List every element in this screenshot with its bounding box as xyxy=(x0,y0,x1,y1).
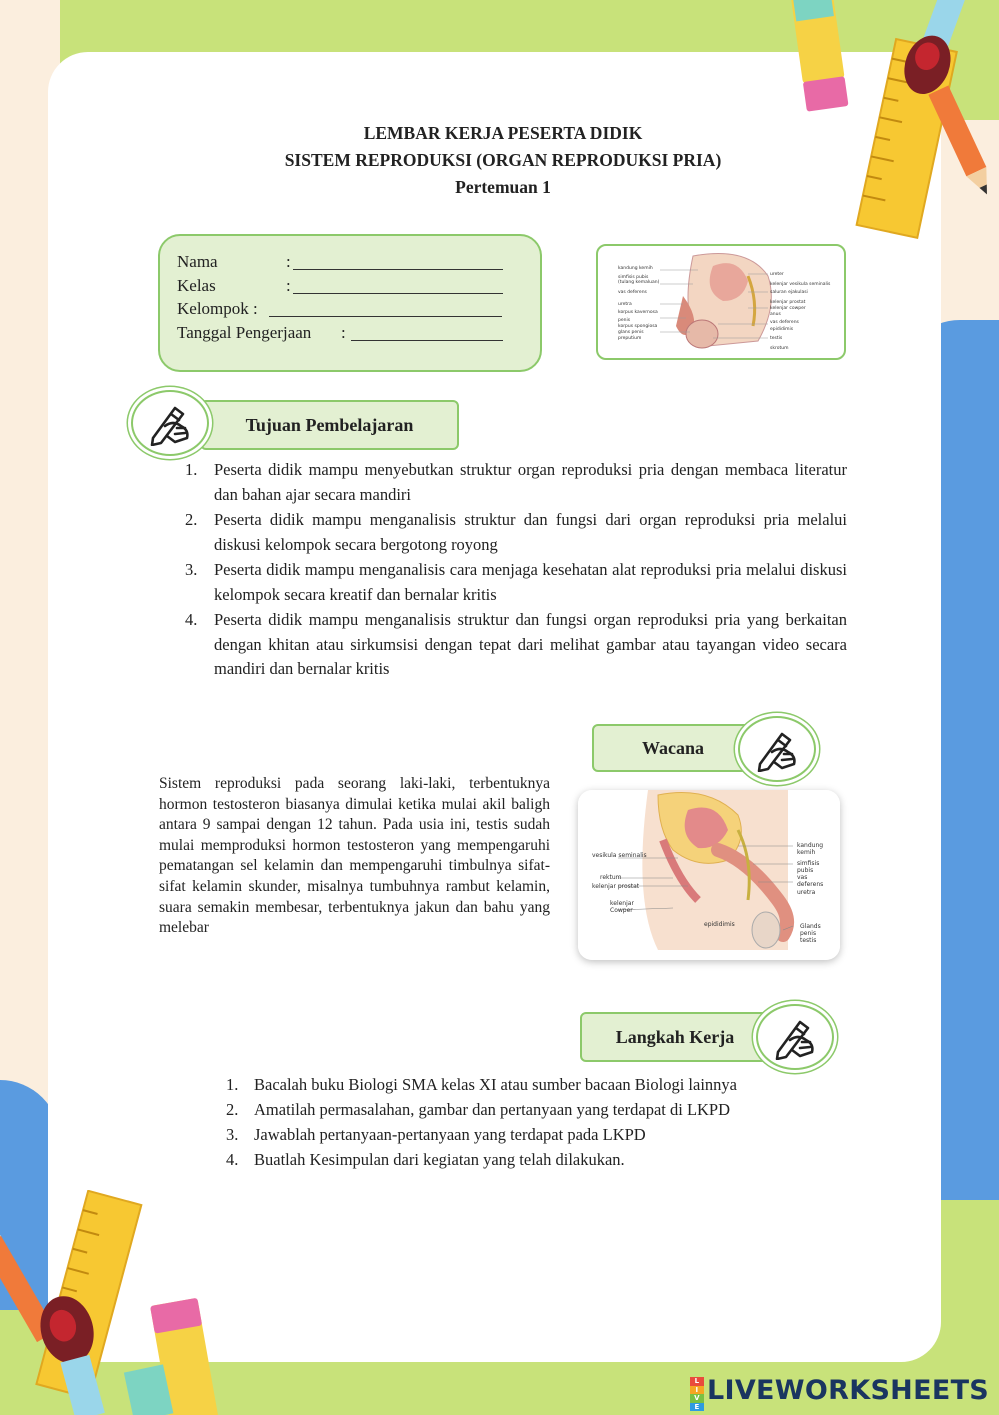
thumbnail-label-right-4: kelenjar prostat xyxy=(770,300,806,305)
objective-item xyxy=(185,608,847,682)
writing-hand-icon-graphic xyxy=(770,1014,820,1060)
step-number: 1. xyxy=(226,1075,239,1094)
thumbnail-label-right-3: saluran ejakulasi xyxy=(770,290,808,295)
figure-label-rektum: rektum xyxy=(600,874,622,881)
thumbnail-label-right-5: kelenjar cowper xyxy=(770,306,806,311)
thumbnail-label-right-2: kelenjar vesikula seminalis xyxy=(770,282,831,287)
meeting-label: Pertemuan 1 xyxy=(455,177,551,197)
brand-name: LIVEWORKSHEETS xyxy=(707,1374,990,1406)
objective-item xyxy=(185,458,847,507)
group-field[interactable] xyxy=(269,316,502,317)
thumbnail-label-right-8: epididimis xyxy=(770,327,794,332)
step-item xyxy=(226,1072,846,1097)
wacana-heading: Wacana xyxy=(592,724,754,772)
objective-text: Peserta didik mampu menganalisis struktur dan fungsi dari organ reproduksi pria melalui diskusi kelompok secara bergotong royong xyxy=(214,510,847,554)
page-title: LEMBAR KERJA PESERTA DIDIK xyxy=(363,123,643,143)
steps-list xyxy=(226,1072,846,1172)
figure-label-vesikula: vesikula seminalis xyxy=(592,852,647,859)
step-text: Jawablah pertanyaan-pertanyaan yang terdapat pada LKPD xyxy=(254,1125,646,1144)
name-colon: : xyxy=(286,252,291,271)
thumbnail-label-right-9: testis xyxy=(770,336,783,341)
group-label: Kelompok : xyxy=(177,299,258,318)
objective-number: 2. xyxy=(185,510,198,529)
date-label: Tanggal Pengerjaan xyxy=(177,322,312,342)
wacana-paragraph: Sistem reproduksi pada seorang laki-laki, terbentuknya hormon testosteron biasanya dimulai ketika mulai akil baligh antara 9 sampai dengan 12 tahun. Pada usia ini, testis sudah mulai memproduksi hormon testosteron yang mempengaruhi pematangan sel kelamin dan mempengaruhi timbulnya sifat-sifat kelamin skunder, misalnya tumbuhnya rambut kelamin, suara semakin membesar, terbentuknya jakun dan bahu yang melebar xyxy=(159,775,550,937)
figure-label-simfisis: simfisis pubis xyxy=(797,860,820,874)
anatomy-thumbnail xyxy=(596,244,846,360)
objective-text: Peserta didik mampu menganalisis cara menjaga kesehatan alat reproduksi pria melalui diskusi kelompok secara kreatif dan bernalar kritis xyxy=(214,560,847,604)
step-number: 4. xyxy=(226,1150,239,1169)
thumbnail-label-left-6: korpus kavernosa xyxy=(618,310,658,315)
figure-label-cowper: kelenjar Cowper xyxy=(610,900,634,914)
thumbnail-label-left-3: (tulang kemaluan) xyxy=(618,280,660,285)
identity-box xyxy=(158,234,542,372)
figure-label-epididimis: epididimis xyxy=(704,921,735,928)
class-colon: : xyxy=(286,275,291,295)
figure-label-kandung: kandung kemih xyxy=(797,842,824,856)
objective-number: 1. xyxy=(185,460,198,479)
objective-item xyxy=(185,558,847,607)
objective-item xyxy=(185,508,847,557)
page-subtitle: SISTEM REPRODUKSI (ORGAN REPRODUKSI PRIA) xyxy=(284,150,722,170)
logo-letter: V xyxy=(690,1394,704,1403)
thumbnail-label-right-7: vas deferens xyxy=(770,320,799,325)
thumbnail-label-left-1: kandung kemih xyxy=(618,266,653,271)
step-number: 3. xyxy=(226,1125,239,1144)
writing-hand-icon xyxy=(756,1004,834,1070)
step-text: Amatilah permasalahan, gambar dan pertanyaan yang terdapat di LKPD xyxy=(254,1100,731,1119)
writing-hand-icon-graphic xyxy=(145,400,195,446)
date-field[interactable] xyxy=(351,340,503,341)
step-number: 2. xyxy=(226,1100,239,1119)
thumbnail-label-right-6: anus xyxy=(770,312,781,317)
thumbnail-label-left-5: uretra xyxy=(618,302,632,307)
name-row xyxy=(177,252,540,276)
thumbnail-label-left-7: penis xyxy=(618,318,631,323)
writing-hand-icon-graphic xyxy=(752,726,802,772)
name-label: Nama xyxy=(177,252,218,271)
liveworksheets-logo-icon xyxy=(690,1377,704,1411)
class-field[interactable] xyxy=(293,293,503,294)
logo-letter: L xyxy=(690,1377,704,1386)
figure-label-uretra: uretra xyxy=(797,889,816,896)
logo-letter: I xyxy=(690,1386,704,1395)
class-row xyxy=(177,276,540,300)
name-field[interactable] xyxy=(293,269,503,270)
objective-text: Peserta didik mampu menganalisis struktur dan fungsi organ reproduksi pria yang berkaitan dengan khitan atau sirkumsisi dengan tepat dari melihat gambar atau tayangan video secara mandiri dan bernalar kritis xyxy=(214,610,847,678)
figure-label-prostat: kelenjar prostat xyxy=(592,883,640,890)
step-text: Bacalah buku Biologi SMA kelas XI atau sumber bacaan Biologi lainnya xyxy=(254,1075,737,1094)
stationery-bottom-left-icon xyxy=(0,1190,250,1415)
objectives-heading: Tujuan Pembelajaran xyxy=(200,400,459,450)
thumbnail-label-left-2: simfisis pubis xyxy=(618,275,649,280)
logo-letter: E xyxy=(690,1403,704,1412)
thumbnail-label-left-9: glans penis xyxy=(618,330,644,335)
liveworksheets-brand[interactable] xyxy=(690,1372,990,1411)
date-colon: : xyxy=(341,322,346,342)
class-label: Kelas xyxy=(177,275,216,295)
thumbnail-label-right-10: skrotum xyxy=(770,346,789,351)
figure-label-vas: vas deferens xyxy=(797,874,824,888)
title-block xyxy=(48,120,958,201)
writing-hand-icon xyxy=(131,390,209,456)
step-text: Buatlah Kesimpulan dari kegiatan yang telah dilakukan. xyxy=(254,1150,625,1169)
step-item xyxy=(226,1147,846,1172)
objective-number: 3. xyxy=(185,560,198,579)
group-row xyxy=(177,299,540,323)
date-row xyxy=(177,323,540,347)
thumbnail-label-left-4: vas deferens xyxy=(618,290,647,295)
objectives-list xyxy=(185,458,847,683)
figure-label-glands: Glands penis testis xyxy=(800,923,821,944)
thumbnail-label-left-8: korpus spongiosa xyxy=(618,324,658,329)
anatomy-figure xyxy=(578,790,840,960)
steps-heading: Langkah Kerja xyxy=(580,1012,770,1062)
thumbnail-label-right-1: ureter xyxy=(770,272,784,277)
objective-number: 4. xyxy=(185,610,198,629)
objective-text: Peserta didik mampu menyebutkan struktur organ reproduksi pria dengan membaca literatur dan bahan ajar secara mandiri xyxy=(214,460,847,504)
step-item xyxy=(226,1122,846,1147)
thumbnail-label-left-10: preputium xyxy=(618,336,642,341)
step-item xyxy=(226,1097,846,1122)
writing-hand-icon xyxy=(738,716,816,782)
